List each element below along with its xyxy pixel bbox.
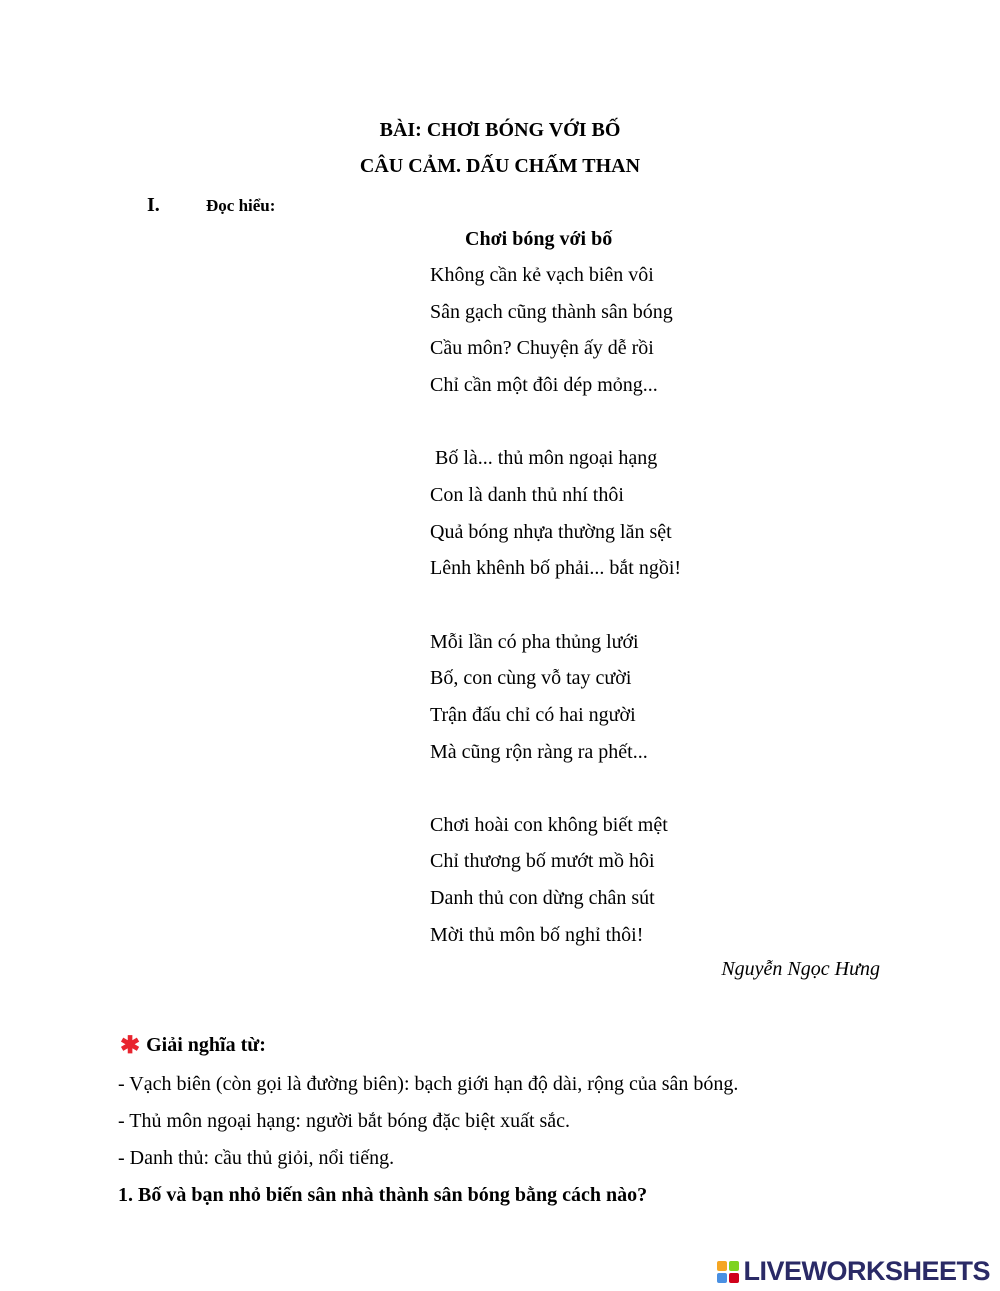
glossary-item: - Vạch biên (còn gọi là đường biên): bạch giới hạn độ dài, rộng của sân bóng.: [118, 1073, 739, 1095]
glossary-heading-label: Giải nghĩa từ:: [146, 1034, 266, 1056]
poem-line: Chơi hoài con không biết mệt: [430, 813, 668, 836]
poem-line: Bố, con cùng vỗ tay cười: [430, 667, 632, 690]
logo-mark-icon: [717, 1261, 739, 1283]
section-number: I.: [147, 194, 160, 216]
poem-stanza: [430, 812, 681, 959]
glossary-heading: [120, 1034, 266, 1057]
logo-square: [717, 1273, 727, 1283]
question-1: 1. Bố và bạn nhỏ biến sân nhà thành sân bóng bằng cách nào?: [118, 1184, 648, 1206]
poem-line: Sân gạch cũng thành sân bóng: [430, 300, 673, 323]
poem-line: Quả bóng nhựa thường lăn sệt: [430, 520, 672, 543]
page-subtitle: CÂU CẢM. DẤU CHẤM THAN: [359, 155, 641, 177]
poem-line: Chỉ cần một đôi dép mỏng...: [430, 374, 658, 397]
poem-line: Danh thủ con dừng chân sút: [430, 887, 655, 910]
poem-body: [430, 262, 681, 995]
poem-line: Mời thủ môn bố nghỉ thôi!: [430, 923, 644, 946]
logo-square: [729, 1261, 739, 1271]
logo-text: LIVEWORKSHEETS: [743, 1256, 990, 1286]
poem-line: Trận đấu chỉ có hai người: [430, 703, 636, 726]
poem-line: Không cần kẻ vạch biên vôi: [430, 264, 654, 286]
poem-line: Mỗi lần có pha thủng lưới: [430, 630, 639, 653]
poem-stanza: [430, 262, 681, 409]
poem-title: Chơi bóng với bố: [465, 228, 613, 250]
logo-square: [717, 1261, 727, 1271]
poem-author: Nguyễn Ngọc Hưng: [721, 958, 880, 980]
page-title: BÀI: CHƠI BÓNG VỚI BỐ: [379, 119, 621, 141]
poem-line: Chỉ thương bố mướt mồ hôi: [430, 850, 655, 873]
poem-line: Bố là... thủ môn ngoại hạng: [430, 447, 658, 470]
poem-line: Cầu môn? Chuyện ấy dễ rồi: [430, 337, 654, 360]
logo-square: [729, 1273, 739, 1283]
glossary-item: - Danh thủ: cầu thủ giỏi, nổi tiếng.: [118, 1147, 395, 1169]
asterisk-icon: ✱: [120, 1032, 141, 1059]
poem-line: Mà cũng rộn ràng ra phết...: [430, 740, 648, 763]
poem-line: Lênh khênh bố phải... bắt ngồi!: [430, 557, 682, 580]
poem-stanza: [430, 629, 681, 776]
section-label: Đọc hiểu:: [206, 196, 276, 215]
liveworksheets-logo[interactable]: [717, 1256, 990, 1287]
glossary-item: - Thủ môn ngoại hạng: người bắt bóng đặc biệt xuất sắc.: [118, 1110, 571, 1132]
poem-stanza: [430, 445, 681, 592]
poem-line: Con là danh thủ nhí thôi: [430, 483, 624, 506]
